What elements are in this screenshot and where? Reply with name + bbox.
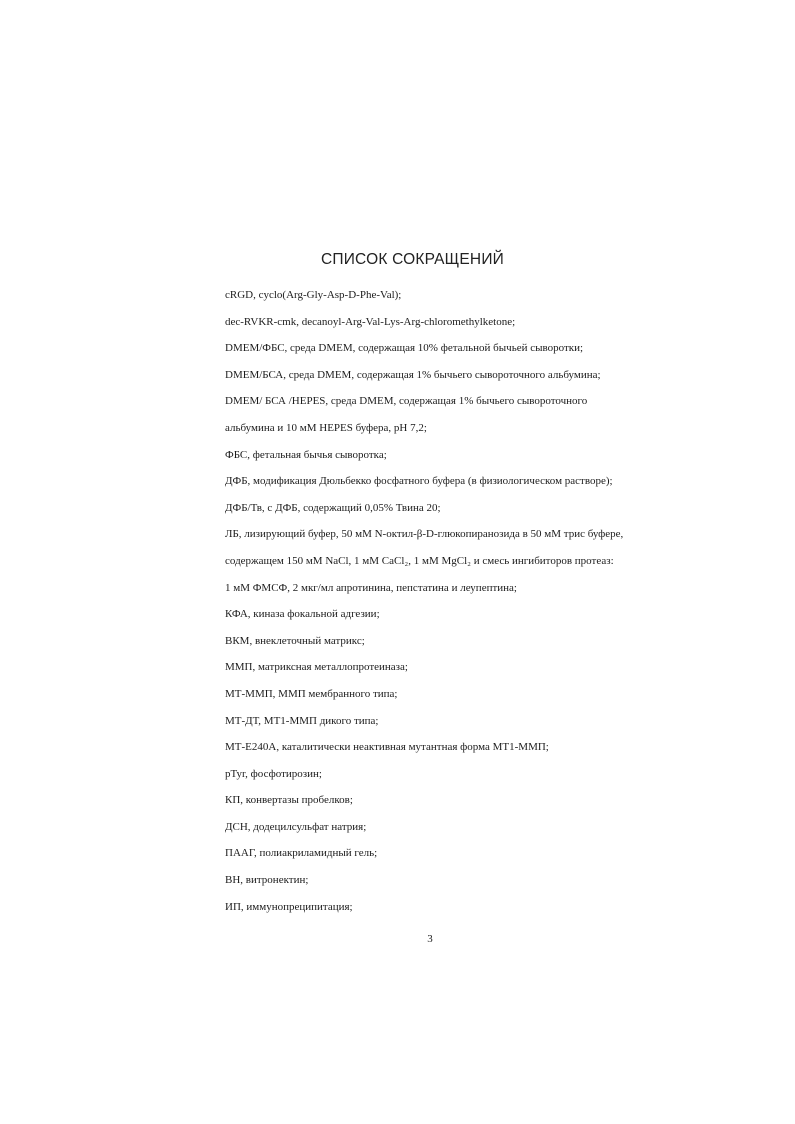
abbreviation-line: КП, конвертазы пробелков;	[225, 794, 353, 807]
abbreviation-line: 1 мМ ФМСФ, 2 мкг/мл апротинина, пепстатина и леупептина;	[225, 581, 517, 594]
abbreviation-line: МТ-Е240А, каталитически неактивная мутантная форма МТ1-ММП;	[225, 741, 549, 754]
page-title: СПИСОК СОКРАЩЕНИЙ	[320, 251, 505, 268]
abbreviation-line: КФА, киназа фокальной адгезии;	[225, 608, 380, 621]
abbreviation-line: DMEM/ФБС, среда DMEM, содержащая 10% фетальной бычьей сыворотки;	[225, 342, 584, 355]
abbreviation-line: pTyr, фосфотирозин;	[225, 767, 322, 780]
abbreviation-line: DMEM/БСА, среда DMEM, содержащая 1% бычьего сывороточного альбумина;	[225, 368, 601, 381]
abbreviation-line: ДФБ/Тв, с ДФБ, содержащий 0,05% Твина 20;	[225, 501, 441, 514]
abbreviation-line: ВН, витронектин;	[225, 874, 309, 887]
abbreviation-line: ВКМ, внеклеточный матрикс;	[225, 634, 365, 647]
abbreviation-line: ДСН, додецилсульфат натрия;	[225, 820, 367, 833]
abbreviation-line: DMEM/ БСА /HEPES, среда DMEM, содержащая 1% бычьего сывороточного	[225, 395, 588, 408]
abbreviation-line: МТ-ММП, ММП мембранного типа;	[225, 687, 398, 700]
abbreviation-line: альбумина и 10 мМ HEPES буфера, pH 7,2;	[225, 421, 427, 434]
abbreviation-line: dec-RVKR-cmk, decanoyl-Arg-Val-Lys-Arg-chloromethylketone;	[225, 315, 516, 328]
abbreviation-line: содержащем 150 мМ NaCl, 1 мМ CaCl₂, 1 мМ MgCl₂ и смесь ингибиторов протеаз:	[225, 554, 614, 567]
abbreviation-list	[225, 287, 645, 925]
page-number: 3	[427, 933, 433, 945]
abbreviation-line: ММП, матриксная металлопротеиназа;	[225, 661, 408, 674]
abbreviation-line: МТ-ДТ, МТ1-ММП дикого типа;	[225, 714, 379, 727]
abbreviation-line: ДФБ, модификация Дюльбекко фосфатного буфера (в физиологическом растворе);	[225, 475, 613, 488]
abbreviation-line: ПААГ, полиакриламидный гель;	[225, 847, 378, 860]
abbreviation-line: ЛБ, лизирующий буфер, 50 мМ N-октил-β-D-глюкопиранозида в 50 мМ трис буфере,	[225, 528, 624, 541]
abbreviation-line: cRGD, cyclo(Arg-Gly-Asp-D-Phe-Val);	[225, 289, 402, 301]
abbreviation-line: ИП, иммунопреципитация;	[225, 900, 353, 913]
abbreviation-line: ФБС, фетальная бычья сыворотка;	[225, 448, 387, 461]
